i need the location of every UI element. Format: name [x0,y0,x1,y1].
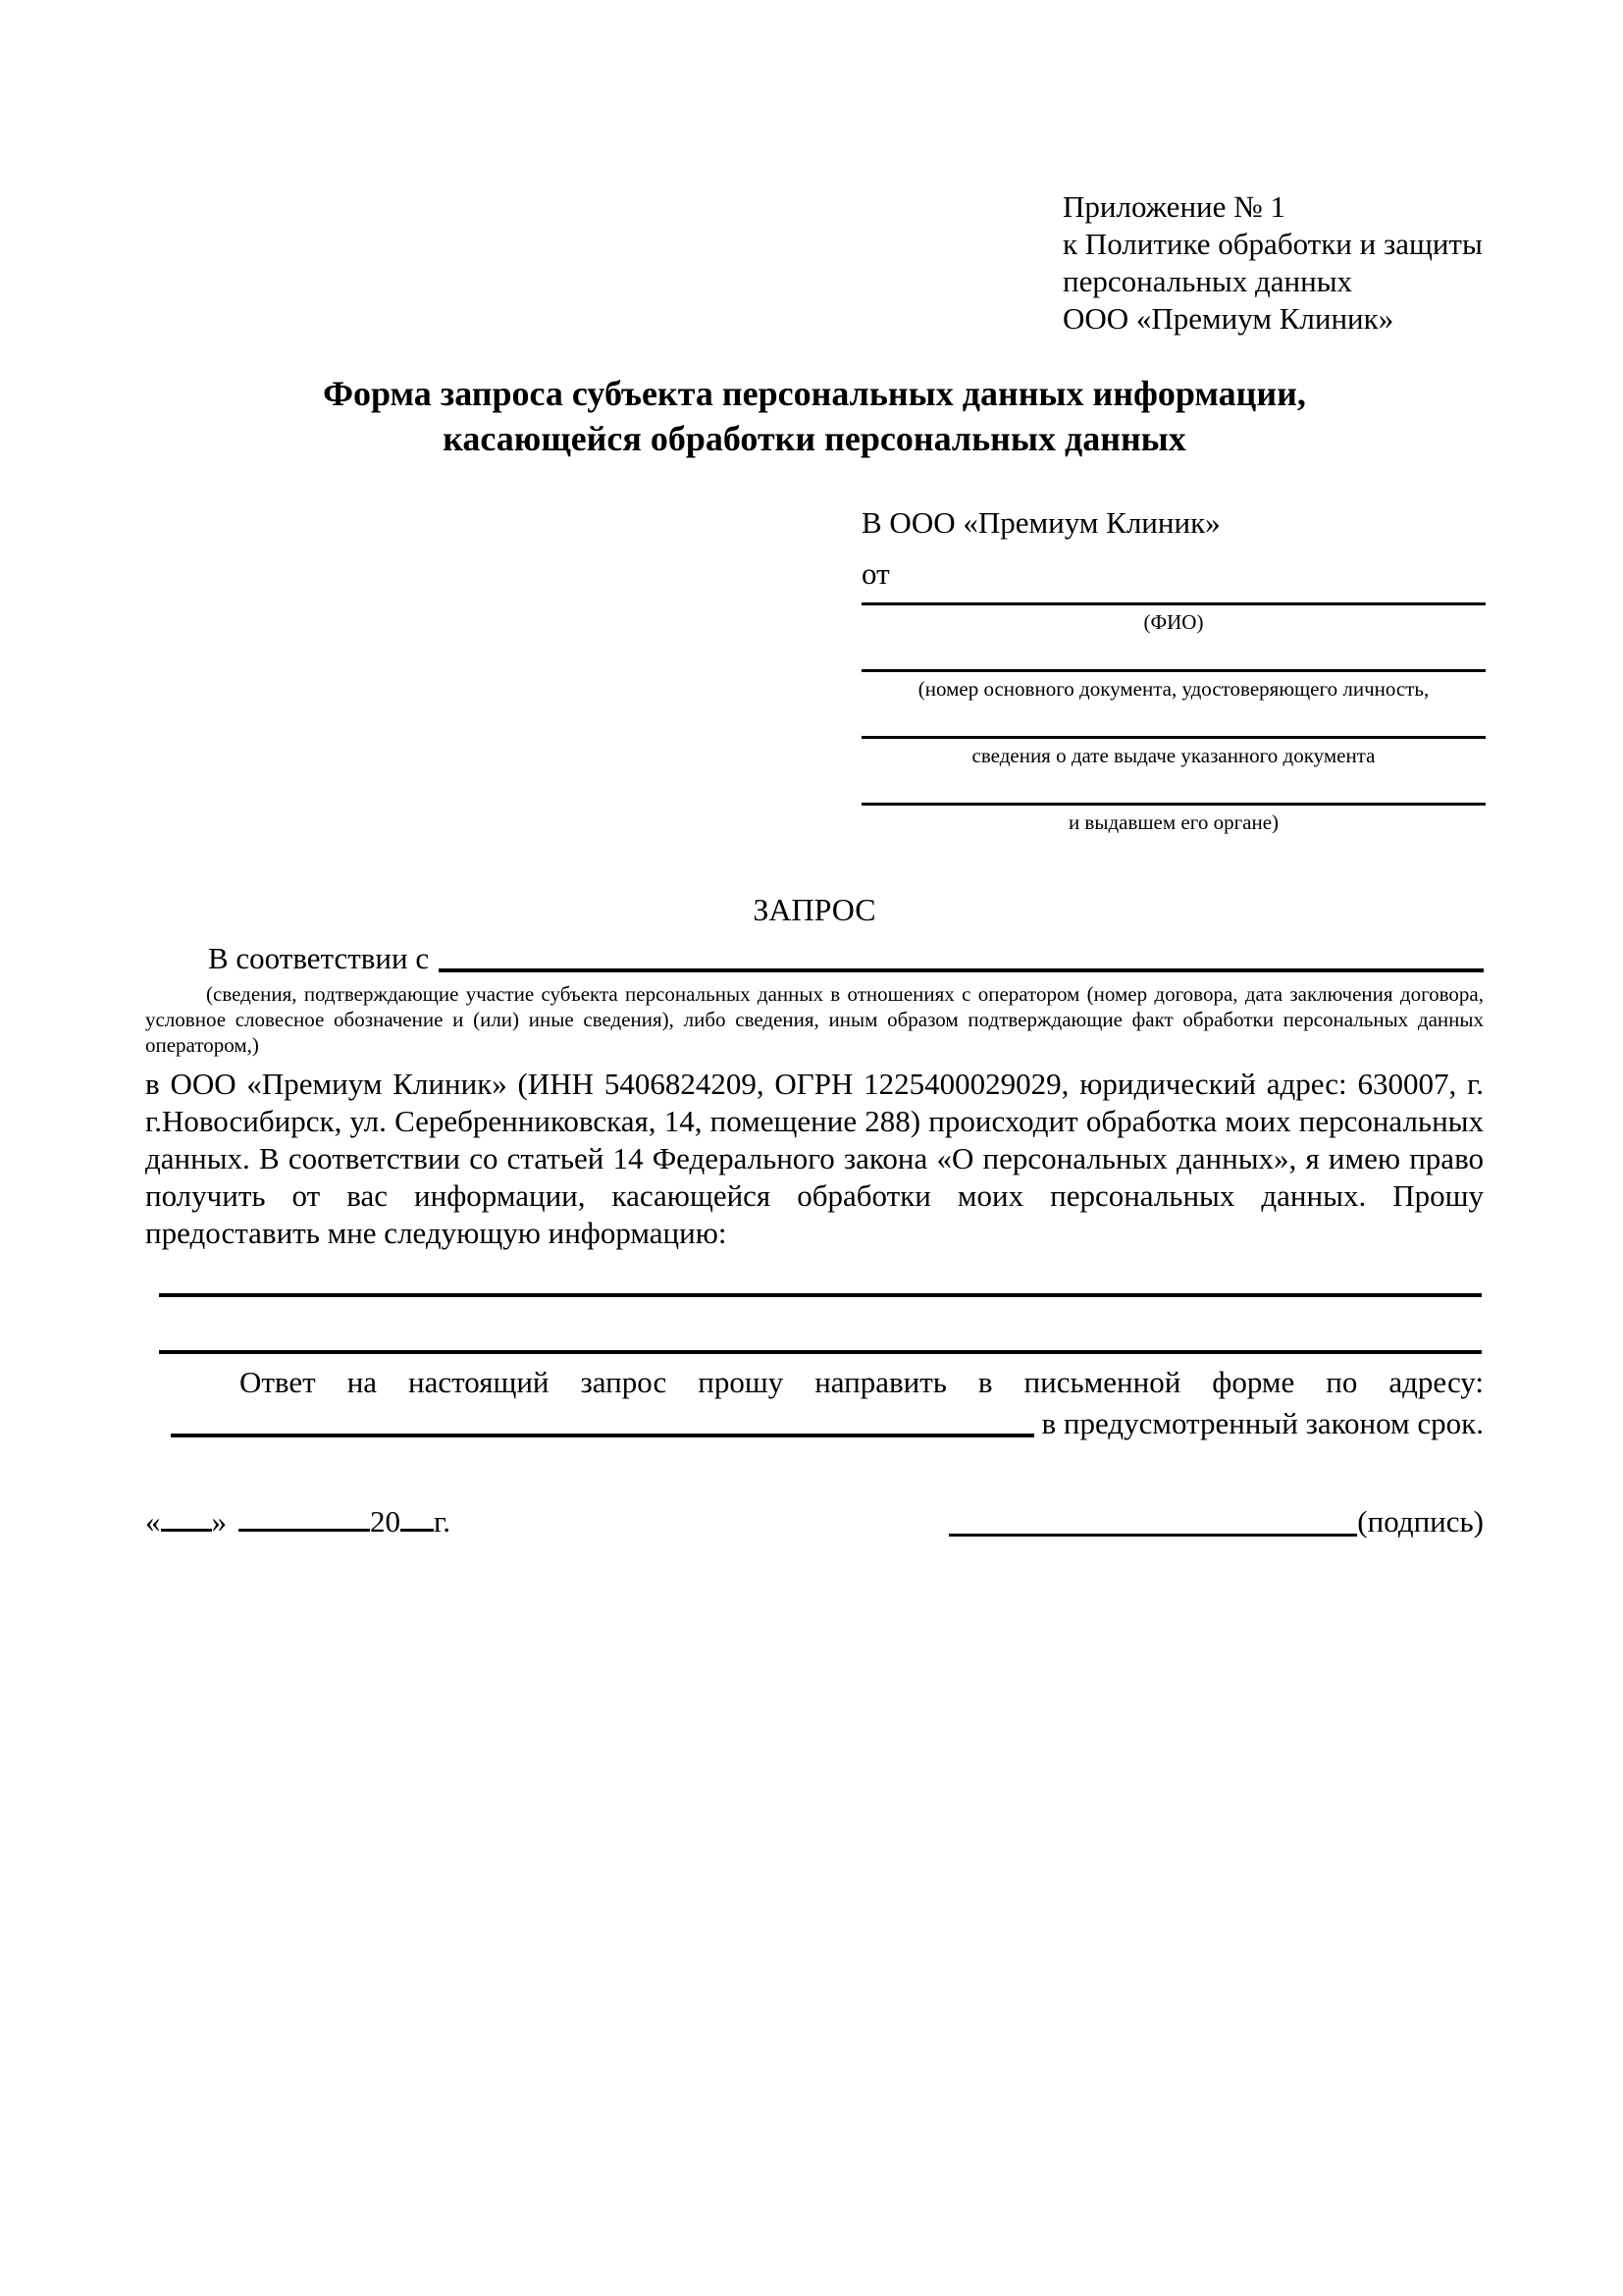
date-field [145,1503,450,1540]
fio-caption: (ФИО) [1143,610,1204,634]
quote-open: « [145,1504,161,1539]
issuing-authority-caption: и выдавшем его органе) [1068,810,1280,834]
document-title [145,371,1484,461]
information-blank-line-2 [159,1350,1482,1354]
issue-date-blank-line [862,736,1486,739]
appendix-header [1063,188,1484,338]
issue-date-field [862,736,1486,769]
reply-address-blank-line [171,1434,1034,1437]
fio-field [862,602,1486,636]
appendix-header-line: к Политике обработки и защиты [1063,227,1483,261]
accordance-footnote: (сведения, подтверждающие участие субъекта персональных данных в отношениях с оператором (номер договора, дата заключения договора, условное словесное обозначение и (или) иные сведения), либо сведения, иным образом подтверждающие факт обработки персональных данных оператором,) [145,982,1484,1057]
request-body-paragraph: в ООО «Премиум Клиник» (ИНН 5406824209, ОГРН 1225400029029, юридический адрес: 630007, г. г.Новосибирск, ул. Серебренниковская, 14, помещение 288) происходит обработка моих персональных данных. В соответствии со статьей 14 Федерального закона «О персональных данных», я имею право получить от вас информации, касающейся обработки моих персональных данных. Прошу предоставить мне следующую информацию: [145,1067,1484,1250]
appendix-header-line: ООО «Премиум Клиник» [1063,301,1394,336]
document-title-line: Форма запроса субъекта персональных данных информации, [323,374,1306,413]
signature-row [145,1503,1484,1540]
accordance-row [145,940,1484,977]
addressee-to: В ООО «Премиум Клиник» [862,505,1221,540]
issuing-authority-blank-line [862,803,1486,806]
signature-field [949,1503,1484,1540]
appendix-header-line: Приложение № 1 [1063,189,1285,224]
document-title-line: касающейся обработки персональных данных [443,419,1186,458]
issue-date-caption: сведения о дате выдаче указанного документа [971,744,1376,767]
addressee-block [862,504,1486,836]
addressee-from-label: от [862,556,890,591]
day-blank [161,1503,212,1532]
reply-address-row [145,1405,1484,1442]
accordance-label: В соответствии с [208,941,430,975]
document-number-field [862,669,1486,703]
document-number-caption: (номер основного документа, удостоверяющего личность, [917,677,1430,701]
request-heading: ЗАПРОС [753,892,876,927]
document-number-blank-line [862,669,1486,672]
quote-close: » [211,1504,227,1539]
year-suffix: г. [434,1504,450,1539]
fio-blank-line [862,602,1486,605]
year-prefix: 20 [370,1504,400,1539]
information-blank-line-1 [159,1293,1482,1297]
accordance-blank-line [439,968,1484,972]
signature-blank-line [949,1534,1357,1537]
reply-instruction: Ответ на настоящий запрос прошу направить в письменной форме по адресу: [239,1365,1484,1399]
appendix-header-line: персональных данных [1063,264,1353,298]
year-blank [400,1503,434,1532]
reply-term-text: в предусмотренный законом срок. [1041,1406,1484,1440]
month-blank [238,1503,370,1532]
signature-caption: (подпись) [1357,1504,1484,1539]
issuing-authority-field [862,803,1486,836]
